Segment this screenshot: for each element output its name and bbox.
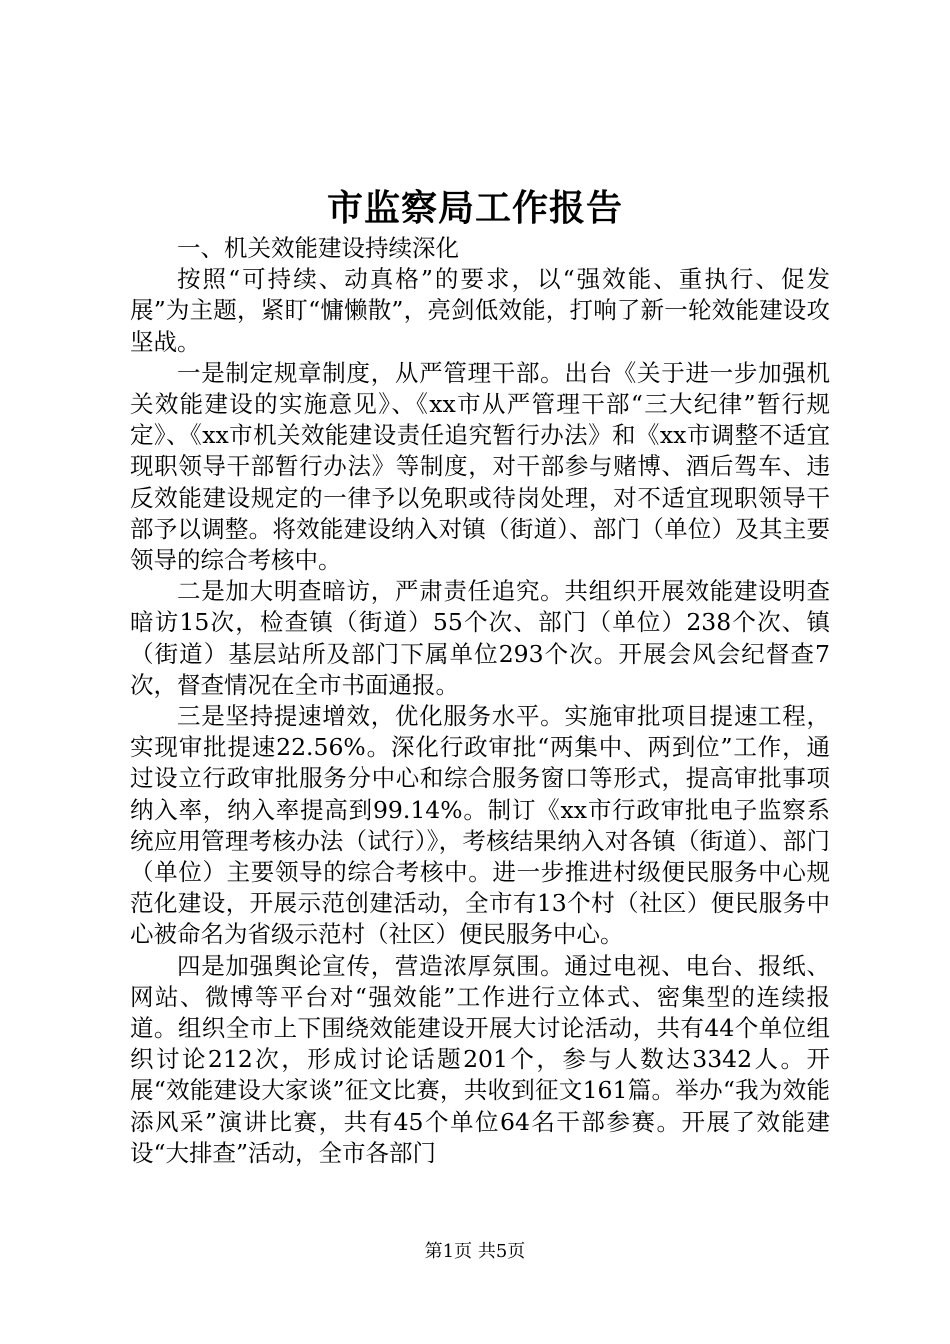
- document-body: [130, 233, 830, 1169]
- paragraph-publicity: 四是加强舆论宣传，营造浓厚氛围。通过电视、电台、报纸、网站、微博等平台对“强效能”工作进行立体式、密集型的连续报道。组织全市上下围绕效能建设开展大讨论活动，共有44个单位组织讨论212次，形成讨论话题201个，参与人数达3342人。开展“效能建设大家谈”征文比赛，共收到征文161篇。举办“我为效能添风采”演讲比赛，共有45个单位64名干部参赛。开展了效能建设“大排查”活动，全市各部门: [130, 951, 830, 1167]
- document-title: 市监察局工作报告: [326, 187, 623, 229]
- page-footer: 第1页 共5页: [424, 1241, 526, 1262]
- section-heading: 一、机关效能建设持续深化: [177, 234, 459, 262]
- paragraph-intro: 按照“可持续、动真格”的要求，以“强效能、重执行、促发展”为主题，紧盯“慵懒散”，亮剑低效能，打响了新一轮效能建设攻坚战。: [130, 265, 830, 356]
- paragraph-inspections: 二是加大明查暗访，严肃责任追究。共组织开展效能建设明查暗访15次，检查镇（街道）55个次、部门（单位）238个次、镇（街道）基层站所及部门下属单位293个次。开展会风会纪督查7次，督查情况在全市书面通报。: [130, 577, 830, 699]
- paragraph-rules: 一是制定规章制度，从严管理干部。出台《关于进一步加强机关效能建设的实施意见》、《xx市从严管理干部“三大纪律”暂行规定》、《xx市机关效能建设责任追究暂行办法》和《xx市调整不适宜现职领导干部暂行办法》等制度，对干部参与赌博、酒后驾车、违反效能建设规定的一律予以免职或待岗处理，对不适宜现职领导干部予以调整。将效能建设纳入对镇（街道）、部门（单位）及其主要领导的综合考核中。: [130, 358, 830, 575]
- paragraph-efficiency: 三是坚持提速增效，优化服务水平。实施审批项目提速工程，实现审批提速22.56%。深化行政审批“两集中、两到位”工作，通过设立行政审批服务分中心和综合服务窗口等形式，提高审批事项纳入率，纳入率提高到99.14%。制订《xx市行政审批电子监察系统应用管理考核办法（试行）》，考核结果纳入对各镇（街道）、部门（单位）主要领导的综合考核中。进一步推进村级便民服务中心规范化建设，开展示范创建活动，全市有13个村（社区）便民服务中心被命名为省级示范村（社区）便民服务中心。: [130, 702, 830, 949]
